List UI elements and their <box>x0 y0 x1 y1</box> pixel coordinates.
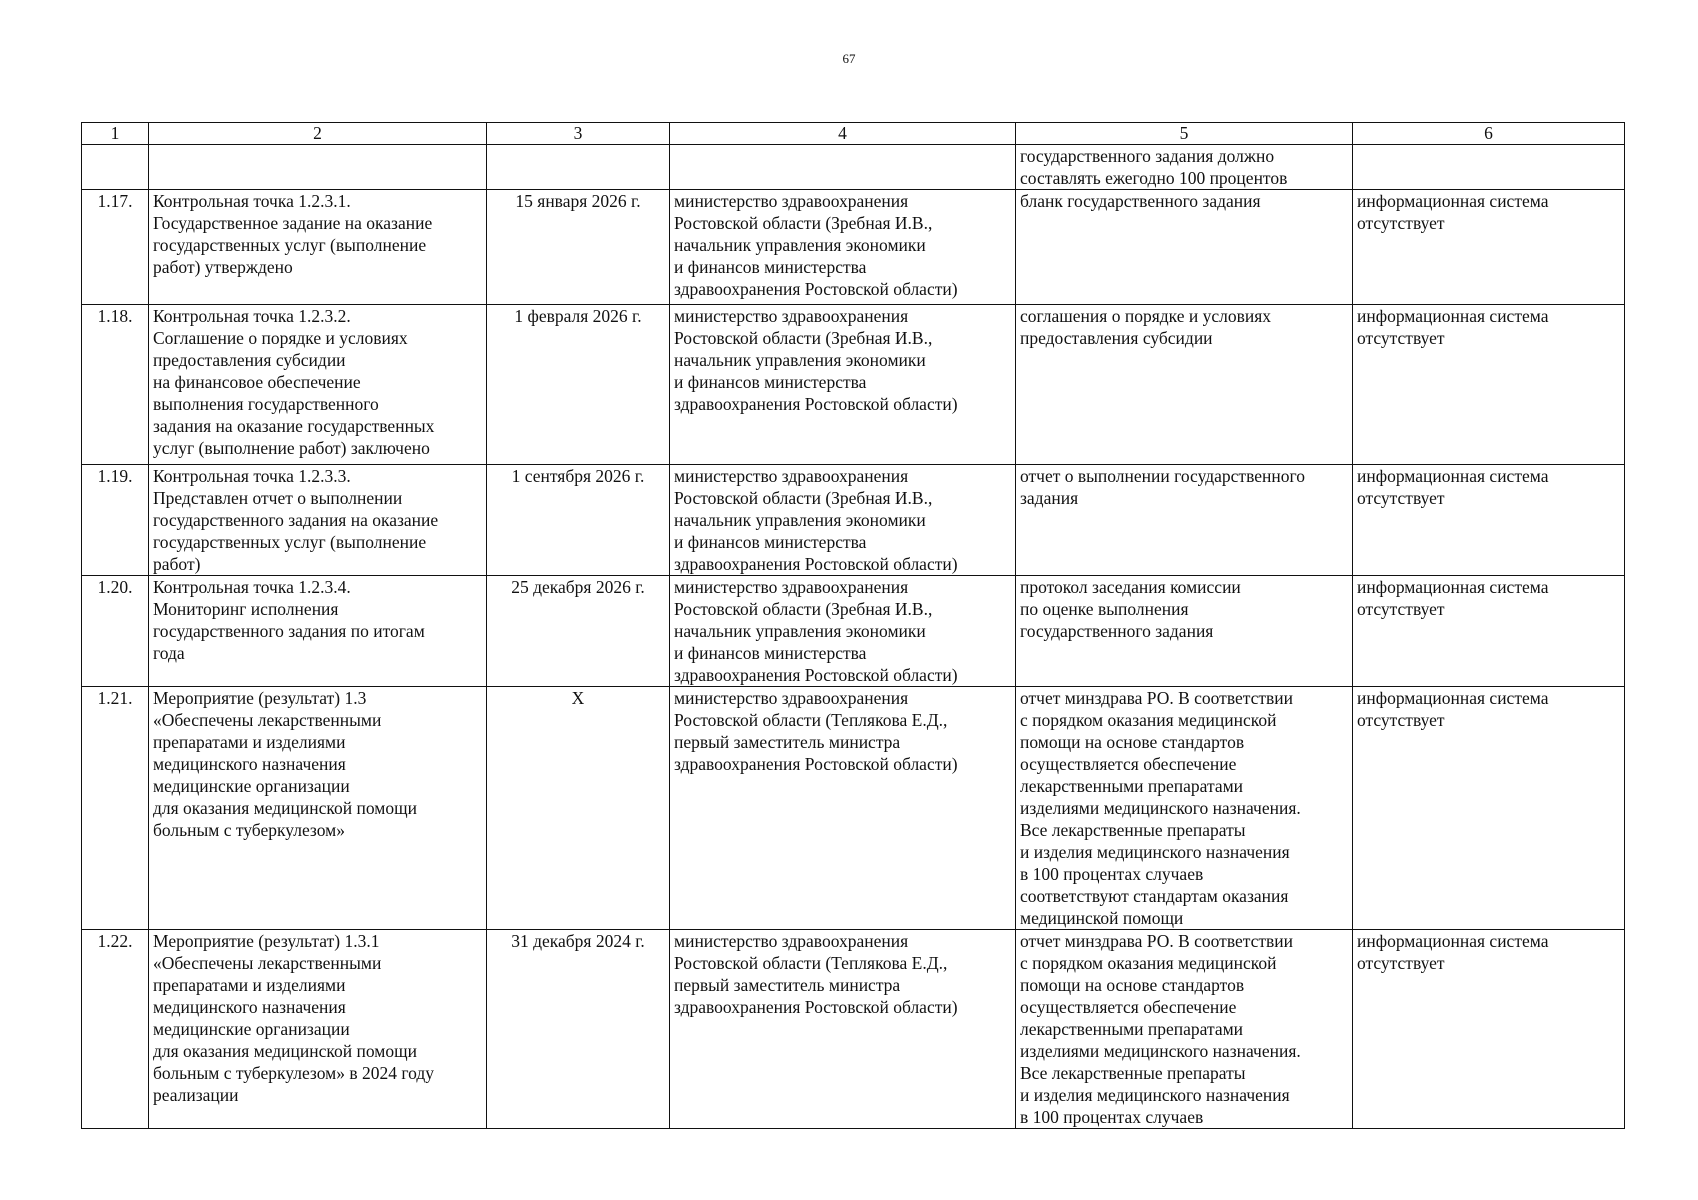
text-line: начальник управления экономики <box>674 510 926 530</box>
text-line: и финансов министерства <box>674 372 867 392</box>
text-line: государственного задания по итогам <box>153 621 425 641</box>
table-row <box>82 687 1625 930</box>
text-line: осуществляется обеспечение <box>1020 997 1237 1017</box>
cell-document <box>1016 687 1353 930</box>
text-line: «Обеспечены лекарственными <box>153 953 382 973</box>
cell-num: 1.19. <box>82 465 149 576</box>
text-line: Государственное задание на оказание <box>153 213 433 233</box>
text-line: с порядком оказания медицинской <box>1020 953 1277 973</box>
text-line: задания на оказание государственных <box>153 416 435 436</box>
text-line: и изделия медицинского назначения <box>1020 842 1290 862</box>
cell-date: 15 января 2026 г. <box>487 190 670 305</box>
text-line: отсутствует <box>1357 328 1445 348</box>
cell-desc <box>149 576 487 687</box>
text-line: медицинского назначения <box>153 997 346 1017</box>
table-row <box>82 465 1625 576</box>
text-line: «Обеспечены лекарственными <box>153 710 382 730</box>
cell-system <box>1353 930 1625 1129</box>
text-line: государственных услуг (выполнение <box>153 235 427 255</box>
control-points-table <box>81 122 1625 1129</box>
text-line: медицинские организации <box>153 1019 350 1039</box>
text-line: по оценке выполнения <box>1020 599 1189 619</box>
text-line: соглашения о порядке и условиях <box>1020 306 1272 326</box>
text-line: Ростовской области (Зребная И.В., <box>674 213 933 233</box>
text-line: изделиями медицинского назначения. <box>1020 1041 1301 1061</box>
text-line: отчет минздрава РО. В соответствии <box>1020 688 1294 708</box>
text-line: министерство здравоохранения <box>674 191 909 211</box>
text-line: Ростовской области (Теплякова Е.Д., <box>674 710 948 730</box>
text-line: Соглашение о порядке и условиях <box>153 328 408 348</box>
text-line: Мероприятие (результат) 1.3 <box>153 688 367 708</box>
cell-num: 1.21. <box>82 687 149 930</box>
cell-system <box>1353 465 1625 576</box>
text-line: Контрольная точка 1.2.3.2. <box>153 306 351 326</box>
text-line: начальник управления экономики <box>674 235 926 255</box>
text-line: и финансов министерства <box>674 257 867 277</box>
header-col-2: 2 <box>149 123 487 145</box>
table-row <box>82 190 1625 305</box>
cell-date: 1 февраля 2026 г. <box>487 305 670 465</box>
text-line: государственных услуг (выполнение <box>153 532 427 552</box>
text-line: года <box>153 643 185 663</box>
cell-desc <box>149 190 487 305</box>
text-line: Мониторинг исполнения <box>153 599 339 619</box>
cell-desc <box>149 145 487 190</box>
text-line: здравоохранения Ростовской области) <box>674 279 958 299</box>
cell-date: 25 декабря 2026 г. <box>487 576 670 687</box>
cell-responsible <box>670 145 1016 190</box>
cell-system <box>1353 687 1625 930</box>
cell-num: 1.18. <box>82 305 149 465</box>
text-line: государственного задания должно <box>1020 146 1275 166</box>
text-line: здравоохранения Ростовской области) <box>674 665 958 685</box>
text-line: и финансов министерства <box>674 643 867 663</box>
text-line: Все лекарственные препараты <box>1020 820 1246 840</box>
text-line: информационная система <box>1357 466 1549 486</box>
text-line: выполнения государственного <box>153 394 379 414</box>
text-line: министерство здравоохранения <box>674 466 909 486</box>
cell-desc <box>149 305 487 465</box>
header-col-5: 5 <box>1016 123 1353 145</box>
text-line: бланк государственного задания <box>1020 191 1261 211</box>
text-line: отчет о выполнении государственного <box>1020 466 1305 486</box>
cell-system <box>1353 576 1625 687</box>
cell-date <box>487 145 670 190</box>
text-line: с порядком оказания медицинской <box>1020 710 1277 730</box>
text-line: информационная система <box>1357 931 1549 951</box>
text-line: медицинской помощи <box>1020 908 1184 928</box>
cell-desc <box>149 465 487 576</box>
cell-document <box>1016 465 1353 576</box>
cell-document <box>1016 145 1353 190</box>
text-line: отсутствует <box>1357 488 1445 508</box>
text-line: министерство здравоохранения <box>674 688 909 708</box>
text-line: на финансовое обеспечение <box>153 372 361 392</box>
text-line: препаратами и изделиями <box>153 732 346 752</box>
text-line: больным с туберкулезом» <box>153 820 345 840</box>
text-line: работ) <box>153 554 201 574</box>
text-line: лекарственными препаратами <box>1020 1019 1244 1039</box>
cell-num: 1.20. <box>82 576 149 687</box>
text-line: министерство здравоохранения <box>674 306 909 326</box>
text-line: государственного задания <box>1020 621 1214 641</box>
text-line: первый заместитель министра <box>674 732 901 752</box>
text-line: помощи на основе стандартов <box>1020 732 1245 752</box>
text-line: лекарственными препаратами <box>1020 776 1244 796</box>
text-line: начальник управления экономики <box>674 350 926 370</box>
cell-num <box>82 145 149 190</box>
cell-num: 1.22. <box>82 930 149 1129</box>
cell-num: 1.17. <box>82 190 149 305</box>
text-line: здравоохранения Ростовской области) <box>674 754 958 774</box>
continuation-row <box>82 145 1625 190</box>
text-line: отсутствует <box>1357 213 1445 233</box>
cell-responsible <box>670 687 1016 930</box>
text-line: составлять ежегодно 100 процентов <box>1020 168 1288 188</box>
cell-document <box>1016 305 1353 465</box>
text-line: для оказания медицинской помощи <box>153 1041 417 1061</box>
text-line: услуг (выполнение работ) заключено <box>153 438 430 458</box>
cell-document <box>1016 930 1353 1129</box>
text-line: больным с туберкулезом» в 2024 году <box>153 1063 435 1083</box>
text-line: Представлен отчет о выполнении <box>153 488 403 508</box>
table-row <box>82 930 1625 1129</box>
text-line: информационная система <box>1357 577 1549 597</box>
text-line: первый заместитель министра <box>674 975 901 995</box>
cell-responsible <box>670 576 1016 687</box>
cell-date: 1 сентября 2026 г. <box>487 465 670 576</box>
cell-document <box>1016 190 1353 305</box>
text-line: работ) утверждено <box>153 257 293 277</box>
cell-system <box>1353 145 1625 190</box>
text-line: в 100 процентах случаев <box>1020 1107 1204 1127</box>
text-line: министерство здравоохранения <box>674 931 909 951</box>
text-line: здравоохранения Ростовской области) <box>674 394 958 414</box>
table-row <box>82 305 1625 465</box>
cell-desc <box>149 930 487 1129</box>
text-line: министерство здравоохранения <box>674 577 909 597</box>
text-line: отсутствует <box>1357 953 1445 973</box>
text-line: в 100 процентах случаев <box>1020 864 1204 884</box>
text-line: Ростовской области (Зребная И.В., <box>674 599 933 619</box>
cell-date: 31 декабря 2024 г. <box>487 930 670 1129</box>
cell-responsible <box>670 930 1016 1129</box>
header-col-4: 4 <box>670 123 1016 145</box>
text-line: осуществляется обеспечение <box>1020 754 1237 774</box>
text-line: Ростовской области (Зребная И.В., <box>674 488 933 508</box>
text-line: для оказания медицинской помощи <box>153 798 417 818</box>
text-line: реализации <box>153 1085 239 1105</box>
text-line: Ростовской области (Зребная И.В., <box>674 328 933 348</box>
text-line: информационная система <box>1357 191 1549 211</box>
text-line: здравоохранения Ростовской области) <box>674 997 958 1017</box>
text-line: предоставления субсидии <box>1020 328 1213 348</box>
text-line: Контрольная точка 1.2.3.4. <box>153 577 351 597</box>
page-number: 67 <box>842 51 856 66</box>
cell-document <box>1016 576 1353 687</box>
text-line: Мероприятие (результат) 1.3.1 <box>153 931 380 951</box>
text-line: и финансов министерства <box>674 532 867 552</box>
text-line: отсутствует <box>1357 710 1445 730</box>
text-line: информационная система <box>1357 306 1549 326</box>
text-line: государственного задания на оказание <box>153 510 439 530</box>
text-line: задания <box>1020 488 1079 508</box>
text-line: предоставления субсидии <box>153 350 346 370</box>
text-line: здравоохранения Ростовской области) <box>674 554 958 574</box>
table-row <box>82 576 1625 687</box>
cell-responsible <box>670 190 1016 305</box>
text-line: Контрольная точка 1.2.3.1. <box>153 191 351 211</box>
text-line: отчет минздрава РО. В соответствии <box>1020 931 1294 951</box>
cell-responsible <box>670 305 1016 465</box>
cell-system <box>1353 305 1625 465</box>
header-col-6: 6 <box>1353 123 1625 145</box>
text-line: соответствуют стандартам оказания <box>1020 886 1289 906</box>
text-line: начальник управления экономики <box>674 621 926 641</box>
text-line: препаратами и изделиями <box>153 975 346 995</box>
text-line: Все лекарственные препараты <box>1020 1063 1246 1083</box>
cell-responsible <box>670 465 1016 576</box>
text-line: протокол заседания комиссии <box>1020 577 1241 597</box>
cell-system <box>1353 190 1625 305</box>
text-line: помощи на основе стандартов <box>1020 975 1245 995</box>
text-line: медицинского назначения <box>153 754 346 774</box>
text-line: отсутствует <box>1357 599 1445 619</box>
text-line: Ростовской области (Теплякова Е.Д., <box>674 953 948 973</box>
text-line: Контрольная точка 1.2.3.3. <box>153 466 351 486</box>
text-line: информационная система <box>1357 688 1549 708</box>
cell-desc <box>149 687 487 930</box>
header-row <box>82 123 1625 145</box>
text-line: и изделия медицинского назначения <box>1020 1085 1290 1105</box>
cell-date: X <box>487 687 670 930</box>
header-col-3: 3 <box>487 123 670 145</box>
text-line: медицинские организации <box>153 776 350 796</box>
text-line: изделиями медицинского назначения. <box>1020 798 1301 818</box>
header-col-1: 1 <box>82 123 149 145</box>
